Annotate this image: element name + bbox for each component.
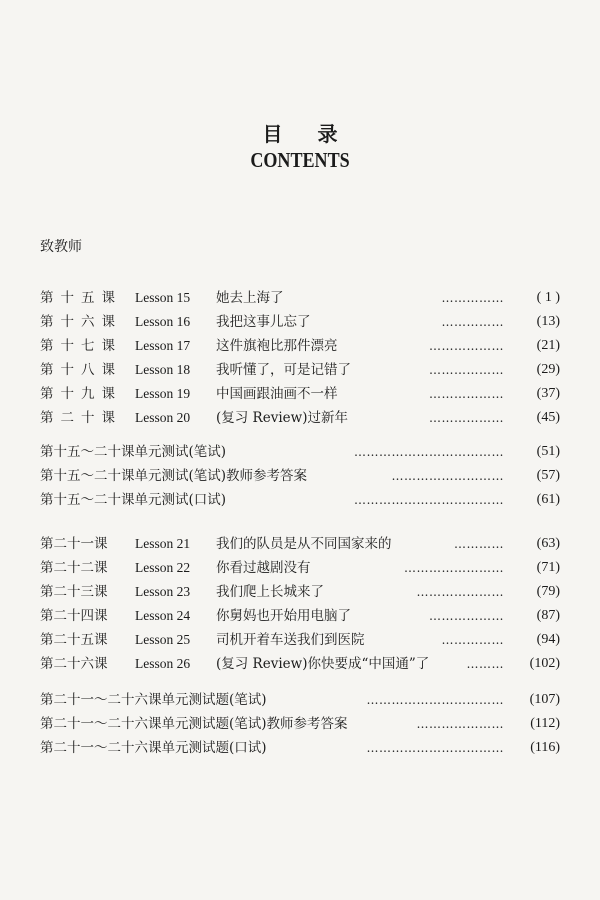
lesson-group-21-26 bbox=[40, 532, 560, 676]
leader-dots: ……………… bbox=[429, 387, 504, 401]
page-number: (107) bbox=[529, 692, 560, 707]
toc-row-lesson-17[interactable] bbox=[40, 334, 560, 358]
toc-row-lesson-24[interactable] bbox=[40, 604, 560, 628]
page-number: (57) bbox=[536, 468, 560, 483]
toc-row-unit-test-written[interactable] bbox=[40, 688, 560, 712]
lesson-number: 第十六课 bbox=[40, 314, 122, 330]
lesson-title: 你舅妈也开始用电脑了 bbox=[216, 608, 351, 624]
lesson-label: Lesson 23 bbox=[135, 584, 191, 599]
lesson-label: Lesson 16 bbox=[135, 314, 191, 329]
leader-dots: …………………………… bbox=[366, 693, 504, 707]
toc-row-unit-test-oral[interactable] bbox=[40, 488, 560, 512]
toc-row-unit-test-answers[interactable] bbox=[40, 712, 560, 736]
toc-row-lesson-19[interactable] bbox=[40, 382, 560, 406]
leader-dots: ………………… bbox=[416, 585, 504, 599]
toc-row-lesson-16[interactable] bbox=[40, 310, 560, 334]
page-number: (102) bbox=[529, 656, 560, 671]
lesson-title: 我听懂了，可是记错了 bbox=[216, 362, 351, 378]
page-number: (112) bbox=[530, 716, 560, 731]
lesson-title: 我们爬上长城来了 bbox=[216, 584, 324, 600]
toc-row-unit-test-oral[interactable] bbox=[40, 736, 560, 760]
lesson-label: Lesson 21 bbox=[135, 536, 191, 551]
page-number: (116) bbox=[530, 740, 560, 755]
leader-dots: ………… bbox=[454, 537, 504, 551]
page-number: (87) bbox=[536, 608, 560, 623]
leader-dots: …………… bbox=[441, 315, 504, 329]
lesson-number: 第二十四课 bbox=[40, 608, 108, 624]
page-number: (51) bbox=[536, 444, 560, 459]
unit-test-group-21-26 bbox=[40, 688, 560, 760]
leader-dots: …………… bbox=[441, 291, 504, 305]
unit-test-title: 第二十一～二十六课单元测试题(笔试) bbox=[40, 692, 267, 708]
unit-test-title: 第十五～二十课单元测试(笔试)教师参考答案 bbox=[40, 468, 308, 484]
toc-row-lesson-15[interactable] bbox=[40, 286, 560, 310]
page-number: (79) bbox=[536, 584, 560, 599]
lesson-title: 这件旗袍比那件漂亮 bbox=[216, 338, 338, 354]
lesson-title: (复习 Review)过新年 bbox=[216, 410, 348, 426]
unit-test-group-15-20 bbox=[40, 440, 560, 512]
lesson-label: Lesson 26 bbox=[135, 656, 191, 671]
lesson-number: 第十七课 bbox=[40, 338, 122, 354]
leader-dots: ……… bbox=[466, 657, 504, 671]
page-number: ( 1 ) bbox=[536, 290, 560, 305]
toc-row-lesson-26[interactable] bbox=[40, 652, 560, 676]
leader-dots: ……………… bbox=[429, 609, 504, 623]
unit-test-title: 第十五～二十课单元测试(口试) bbox=[40, 492, 227, 508]
toc-row-lesson-20[interactable] bbox=[40, 406, 560, 430]
page-number: (63) bbox=[536, 536, 560, 551]
to-teacher-entry[interactable]: 致教师 bbox=[40, 239, 82, 255]
leader-dots: …………………………… bbox=[366, 741, 504, 755]
unit-test-title: 第十五～二十课单元测试(笔试) bbox=[40, 444, 227, 460]
lesson-number: 第二十课 bbox=[40, 410, 122, 426]
lesson-number: 第二十一课 bbox=[40, 536, 108, 552]
toc-title-chinese: 目 录 bbox=[262, 122, 352, 146]
toc-row-unit-test-answers[interactable] bbox=[40, 464, 560, 488]
leader-dots: ……………… bbox=[429, 411, 504, 425]
lesson-title: (复习 Review)你快要成“中国通”了 bbox=[216, 656, 430, 672]
page-number: (13) bbox=[536, 314, 560, 329]
toc-title-english: CONTENTS bbox=[250, 148, 350, 172]
lesson-label: Lesson 20 bbox=[135, 410, 191, 425]
page-number: (37) bbox=[536, 386, 560, 401]
lesson-number: 第二十三课 bbox=[40, 584, 108, 600]
lesson-group-15-20 bbox=[40, 286, 560, 430]
lesson-title: 中国画跟油画不一样 bbox=[216, 386, 338, 402]
lesson-title: 司机开着车送我们到医院 bbox=[216, 632, 365, 648]
lesson-label: Lesson 25 bbox=[135, 632, 191, 647]
lesson-title: 她去上海了 bbox=[216, 290, 284, 306]
toc-row-unit-test-written[interactable] bbox=[40, 440, 560, 464]
page-number: (21) bbox=[536, 338, 560, 353]
lesson-title: 我们的队员是从不同国家来的 bbox=[216, 536, 392, 552]
leader-dots: ……………………… bbox=[391, 469, 504, 483]
lesson-number: 第二十六课 bbox=[40, 656, 108, 672]
lesson-title: 我把这事儿忘了 bbox=[216, 314, 311, 330]
lesson-label: Lesson 19 bbox=[135, 386, 191, 401]
lesson-number: 第十九课 bbox=[40, 386, 122, 402]
leader-dots: ……………………………… bbox=[354, 493, 504, 507]
leader-dots: ……………………………… bbox=[354, 445, 504, 459]
unit-test-title: 第二十一～二十六课单元测试题(笔试)教师参考答案 bbox=[40, 716, 348, 732]
toc-row-lesson-21[interactable] bbox=[40, 532, 560, 556]
lesson-label: Lesson 17 bbox=[135, 338, 191, 353]
toc-row-lesson-25[interactable] bbox=[40, 628, 560, 652]
toc-row-lesson-18[interactable] bbox=[40, 358, 560, 382]
lesson-label: Lesson 15 bbox=[135, 290, 191, 305]
page-number: (29) bbox=[536, 362, 560, 377]
page-number: (45) bbox=[536, 410, 560, 425]
lesson-number: 第十八课 bbox=[40, 362, 122, 378]
leader-dots: ……………… bbox=[429, 339, 504, 353]
leader-dots: …………………… bbox=[404, 561, 504, 575]
unit-test-title: 第二十一～二十六课单元测试题(口试) bbox=[40, 740, 267, 756]
lesson-number: 第二十二课 bbox=[40, 560, 108, 576]
toc-row-lesson-23[interactable] bbox=[40, 580, 560, 604]
page-number: (94) bbox=[536, 632, 560, 647]
leader-dots: …………… bbox=[441, 633, 504, 647]
lesson-label: Lesson 22 bbox=[135, 560, 191, 575]
lesson-number: 第十五课 bbox=[40, 290, 122, 306]
lesson-number: 第二十五课 bbox=[40, 632, 108, 648]
leader-dots: ………………… bbox=[416, 717, 504, 731]
page-number: (71) bbox=[536, 560, 560, 575]
lesson-title: 你看过越剧没有 bbox=[216, 560, 311, 576]
leader-dots: ……………… bbox=[429, 363, 504, 377]
toc-row-lesson-22[interactable] bbox=[40, 556, 560, 580]
page-number: (61) bbox=[536, 492, 560, 507]
lesson-label: Lesson 24 bbox=[135, 608, 191, 623]
lesson-label: Lesson 18 bbox=[135, 362, 191, 377]
